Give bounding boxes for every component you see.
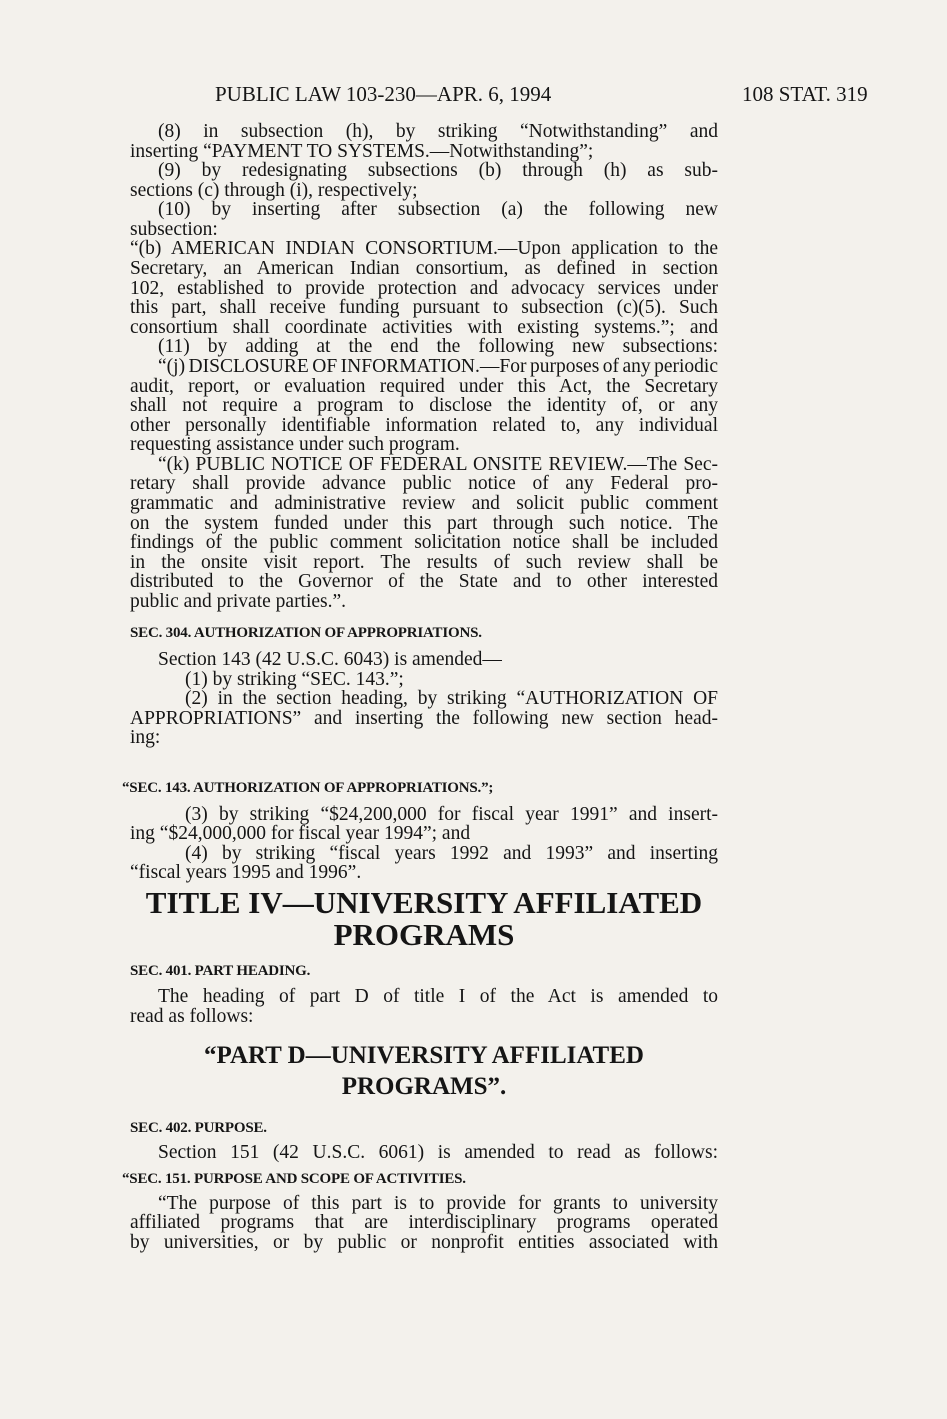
section-heading: SEC. 402. PURPOSE. — [130, 1120, 267, 1136]
text-line: APPROPRIATIONS” and inserting the following new section head- — [130, 708, 718, 729]
text-line: “fiscal years 1995 and 1996”. — [130, 862, 362, 883]
text-line: Secretary, an American Indian consortium, as defined in section — [130, 258, 718, 280]
text-line: requesting assistance under such program. — [130, 434, 460, 456]
text-line: distributed to the Governor of the State and to other interested — [130, 571, 718, 593]
text-line: on the system funded under this part through such notice. The — [130, 512, 718, 534]
text-line: audit, report, or evaluation required under this Act, the Secretary — [130, 375, 718, 397]
text-line: in the onsite visit report. The results of such review shall be — [130, 551, 718, 573]
part-heading: PROGRAMS”. — [341, 1073, 507, 1100]
text-line: The heading of part D of title I of the Act is amended to — [158, 986, 718, 1007]
text-line: inserting “PAYMENT TO SYSTEMS.—Notwithstanding”; — [130, 140, 594, 162]
text-line: read as follows: — [130, 1006, 254, 1027]
text-line: (4) by striking “fiscal years 1992 and 1993” and inserting — [185, 843, 718, 864]
text-line: “(b) AMERICAN INDIAN CONSORTIUM.—Upon application to the — [130, 238, 718, 260]
text-line: (1) by striking “SEC. 143.”; — [185, 669, 404, 690]
text-line: retary shall provide advance public notice of any Federal pro- — [130, 473, 718, 495]
text-line: “The purpose of this part is to provide for grants to university — [158, 1193, 718, 1214]
text-line: ing: — [130, 727, 161, 748]
text-line: (9) by redesignating subsections (b) through (h) as sub- — [158, 160, 718, 182]
text-line: (3) by striking “$24,200,000 for fiscal year 1991” and insert- — [185, 804, 718, 825]
page-number-stat: 108 STAT. 319 — [742, 82, 868, 106]
section-heading: “SEC. 143. AUTHORIZATION OF APPROPRIATIONS.”; — [122, 780, 494, 796]
section-heading: SEC. 401. PART HEADING. — [130, 963, 311, 979]
text-line: (11) by adding at the end the following new subsections: — [158, 336, 718, 358]
text-line: Section 151 (42 U.S.C. 6061) is amended to read as follows: — [158, 1142, 718, 1163]
text-line: “(k) PUBLIC NOTICE OF FEDERAL ONSITE REVIEW.—The Sec- — [158, 453, 718, 475]
part-heading: “PART D—UNIVERSITY AFFILIATED — [204, 1042, 644, 1069]
text-line: this part, shall receive funding pursuant to subsection (c)(5). Such — [130, 297, 718, 319]
running-header-title: PUBLIC LAW 103-230—APR. 6, 1994 — [215, 82, 552, 106]
text-line: shall not require a program to disclose the identity of, or any — [130, 395, 718, 417]
text-line: “(j) DISCLOSURE OF INFORMATION.—For purposes of any periodic — [158, 355, 718, 377]
text-line: grammatic and administrative review and solicit public comment — [130, 493, 718, 515]
title-heading: TITLE IV—UNIVERSITY AFFILIATED — [145, 885, 703, 920]
section-heading: SEC. 304. AUTHORIZATION OF APPROPRIATIONS. — [130, 625, 482, 641]
text-line: consortium shall coordinate activities with existing systems.”; and — [130, 316, 718, 338]
text-line: other personally identifiable information related to, any individual — [130, 414, 718, 436]
text-line: (8) in subsection (h), by striking “Notwithstanding” and — [158, 121, 718, 142]
text-line: subsection: — [130, 218, 218, 240]
text-line: sections (c) through (i), respectively; — [130, 179, 418, 201]
text-line: (10) by inserting after subsection (a) the following new — [158, 199, 718, 221]
text-line: affiliated programs that are interdisciplinary programs operated — [130, 1212, 718, 1233]
text-line: Section 143 (42 U.S.C. 6043) is amended— — [158, 649, 502, 670]
text-line: by universities, or by public or nonprofit entities associated with — [130, 1232, 718, 1253]
text-line: ing “$24,000,000 for fiscal year 1994”; and — [130, 823, 471, 844]
title-heading: PROGRAMS — [333, 917, 515, 952]
section-heading: “SEC. 151. PURPOSE AND SCOPE OF ACTIVITIES. — [122, 1171, 466, 1187]
text-line: public and private parties.”. — [130, 590, 347, 612]
text-line: (2) in the section heading, by striking “AUTHORIZATION OF — [185, 688, 718, 709]
text-line: findings of the public comment solicitation notice shall be included — [130, 532, 718, 554]
text-line: 102, established to provide protection and advocacy services under — [130, 277, 718, 299]
